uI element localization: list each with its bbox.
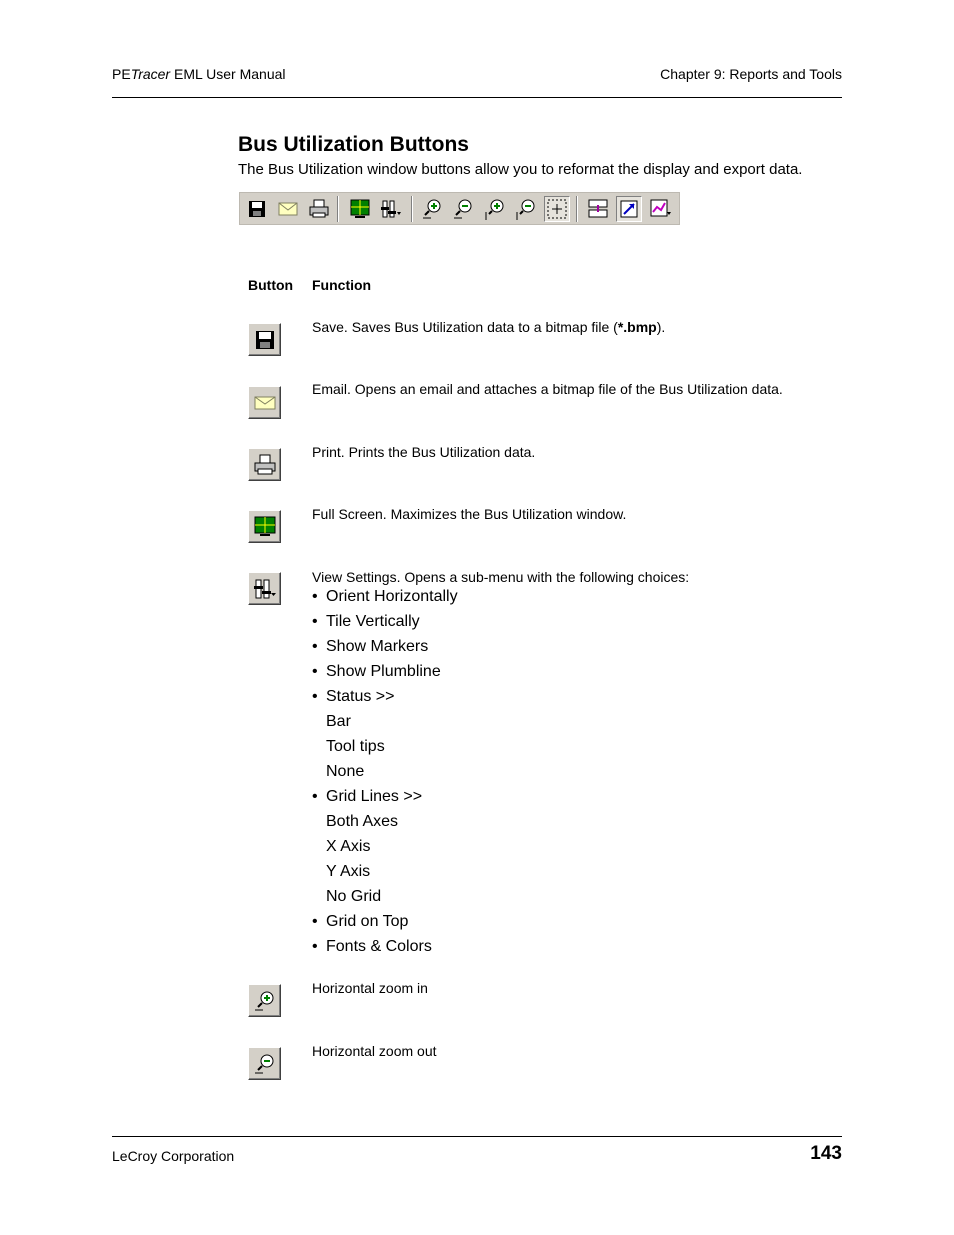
list-subitem: Both Axes (326, 813, 399, 830)
list-item: • Grid on Top (312, 913, 409, 930)
print-description: Print. Prints the Bus Utilization data. (312, 444, 536, 460)
horizontal-zoom-in-icon (248, 984, 281, 1017)
list-subitem: No Grid (326, 888, 382, 905)
list-item: • Fonts & Colors (312, 938, 432, 955)
full-screen-icon (248, 510, 281, 543)
save-icon (244, 196, 270, 222)
view-settings-menu-list (312, 588, 458, 963)
page-number: 143 (810, 1143, 842, 1164)
column-header-function: Function (312, 277, 372, 293)
tile-icon (585, 196, 611, 222)
vertical-zoom-out-icon (513, 196, 539, 222)
email-icon (248, 386, 281, 419)
full-screen-description: Full Screen. Maximizes the Bus Utilization window. (312, 506, 627, 522)
list-item: • Tile Vertically (312, 613, 420, 630)
list-subitem: None (326, 763, 365, 780)
column-header-button: Button (248, 277, 294, 293)
view-settings-icon (378, 196, 404, 222)
crosshair-icon (544, 196, 570, 222)
save-icon (248, 323, 281, 356)
list-item: • Status >> (312, 688, 395, 705)
list-item: • Show Markers (312, 638, 429, 655)
list-item: • Show Plumbline (312, 663, 441, 680)
view-settings-icon (248, 572, 281, 605)
bus-utilization-toolbar (239, 192, 680, 225)
email-description: Email. Opens an email and attaches a bitmap file of the Bus Utilization data. (312, 381, 783, 397)
list-item: • Grid Lines >> (312, 788, 423, 805)
list-item: • Orient Horizontally (312, 588, 458, 605)
section-intro: The Bus Utilization window buttons allow you to reformat the display and export data. (238, 161, 803, 178)
horizontal-zoom-out-description: Horizontal zoom out (312, 1043, 437, 1059)
resize-icon (616, 196, 642, 222)
list-subitem: X Axis (326, 838, 371, 855)
horizontal-zoom-out-icon (451, 196, 477, 222)
email-icon (275, 196, 301, 222)
header-rule (112, 97, 842, 98)
horizontal-zoom-in-icon (420, 196, 446, 222)
running-header-chapter: Chapter 9: Reports and Tools (660, 66, 842, 82)
footer-rule (112, 1136, 842, 1137)
print-icon (306, 196, 332, 222)
footer-company: LeCroy Corporation (112, 1148, 235, 1164)
save-description: Save. Saves Bus Utilization data to a bitmap file (*.bmp). (312, 319, 666, 335)
horizontal-zoom-out-icon (248, 1047, 281, 1080)
view-settings-description: View Settings. Opens a sub-menu with the following choices: (312, 569, 690, 585)
horizontal-zoom-in-description: Horizontal zoom in (312, 980, 428, 996)
list-subitem: Bar (326, 713, 351, 730)
section-title: Bus Utilization Buttons (238, 133, 469, 156)
full-screen-icon (347, 196, 373, 222)
vertical-zoom-in-icon (482, 196, 508, 222)
list-subitem: Y Axis (326, 863, 371, 880)
chart-colors-icon (647, 196, 673, 222)
print-icon (248, 448, 281, 481)
list-subitem: Tool tips (326, 738, 385, 755)
running-header-title: PETracer EML User Manual (112, 66, 286, 82)
